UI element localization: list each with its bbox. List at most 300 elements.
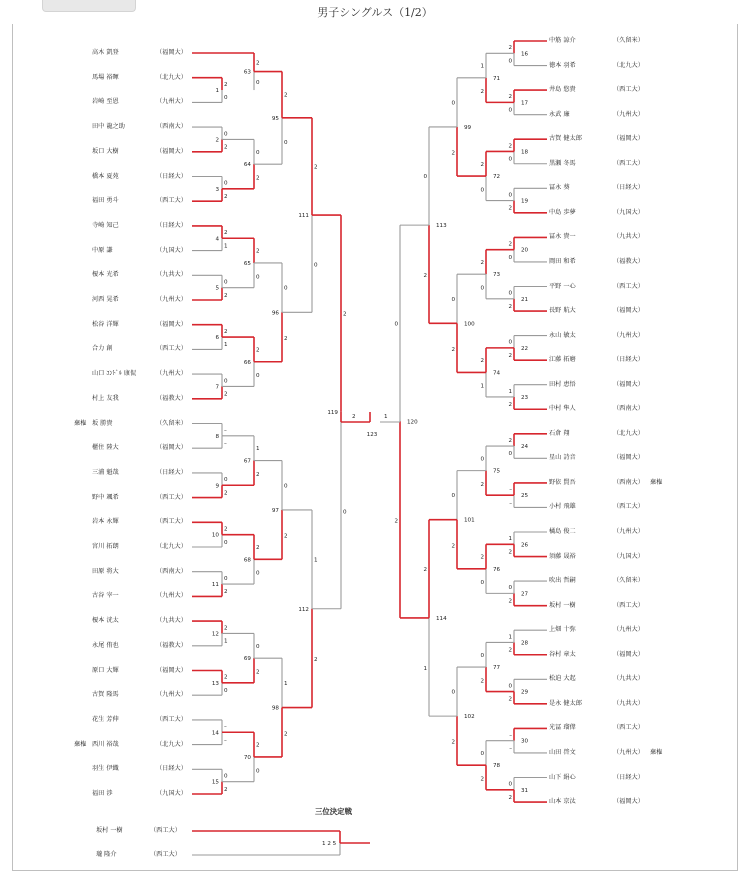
- set-score: 2: [256, 669, 260, 676]
- player-team: （福教大）: [613, 257, 644, 265]
- set-score: 0: [508, 683, 512, 690]
- player-team: （西工大）: [156, 197, 187, 205]
- set-score: 2: [480, 89, 484, 96]
- player-team: （九国大）: [613, 552, 644, 560]
- player-team: （北九大）: [613, 61, 644, 69]
- set-score: 0: [224, 575, 228, 582]
- match-number: 71: [493, 75, 501, 82]
- match-number: 64: [243, 162, 251, 169]
- set-score: 1: [284, 680, 288, 687]
- player-name: 福田 渉: [92, 790, 113, 797]
- player-name: 櫃住 陸大: [92, 444, 119, 452]
- left-player-entry: [92, 74, 187, 82]
- match-number: 66: [243, 359, 251, 366]
- match-number: 9: [215, 483, 219, 490]
- right-player-entry: [549, 37, 644, 45]
- set-score: 0: [256, 274, 260, 281]
- match-number: 8: [215, 433, 219, 440]
- player-team: （西南大）: [156, 567, 187, 575]
- right-player-entry: [549, 430, 644, 438]
- match-number: 99: [464, 124, 472, 131]
- player-name: 光冨 瑠偉: [549, 724, 576, 732]
- player-name: 中島 歩夢: [549, 208, 576, 216]
- set-score: 2: [480, 678, 484, 685]
- player-team: （北九大）: [156, 73, 187, 81]
- right-player-entry: [549, 307, 644, 315]
- final-score: 2: [352, 414, 356, 420]
- player-name: 花生 芳伸: [92, 715, 119, 723]
- match-number: 12: [211, 631, 219, 638]
- right-player-entry: [549, 184, 644, 192]
- player-team: （西工大）: [613, 724, 644, 732]
- right-player-entry: [549, 381, 644, 389]
- set-score: 2: [508, 696, 512, 703]
- match-number: 29: [521, 689, 529, 696]
- player-name: 中筋 諒介: [549, 37, 576, 44]
- player-name: 橋本 夏苑: [92, 172, 119, 180]
- set-score: 0: [224, 773, 228, 780]
- player-team: （日経大）: [613, 356, 644, 364]
- player-name: 冨永 貴一: [549, 233, 576, 241]
- match-number: 100: [464, 321, 475, 328]
- match-number: 97: [271, 507, 279, 514]
- set-score: 0: [508, 192, 512, 199]
- player-name: 榎本 光希: [92, 271, 119, 279]
- player-name: 西川 裕哉: [92, 740, 119, 748]
- player-name: 岩本 永輝: [92, 518, 119, 526]
- match-number: 77: [493, 665, 501, 672]
- match-number: 76: [493, 566, 501, 573]
- match-number: 13: [211, 680, 219, 687]
- player-name: 中原 謙: [92, 246, 113, 254]
- player-team: （西工大）: [150, 827, 181, 834]
- player-name: 山田 啓文: [549, 748, 576, 756]
- right-player-entry: [549, 405, 644, 413]
- player-name: 岩崎 至恩: [92, 98, 119, 106]
- left-player-entry: [92, 790, 187, 798]
- set-score: 2: [224, 81, 228, 88]
- match-number: 67: [243, 458, 251, 465]
- set-score: 2: [224, 589, 228, 596]
- player-name: 馬場 裕暉: [92, 73, 119, 81]
- player-team: （福岡大）: [156, 147, 187, 155]
- player-name: 石倉 翔: [549, 429, 570, 437]
- player-name: 坂 勝貴: [92, 419, 113, 427]
- set-score: 2: [423, 566, 427, 573]
- set-score: 0: [508, 290, 512, 297]
- set-score: 0: [480, 285, 484, 292]
- set-score: 2: [451, 346, 455, 353]
- player-team: （九州大）: [613, 626, 644, 634]
- set-score: 1: [314, 557, 318, 564]
- player-name: 山口 ｺﾝﾄﾞﾙ 康侃: [92, 370, 137, 378]
- match-number: 26: [521, 542, 529, 549]
- player-team: （久留米）: [613, 577, 644, 585]
- left-player-entry: [92, 345, 187, 353]
- set-score: 2: [508, 45, 512, 52]
- match-number: 98: [271, 705, 279, 712]
- player-name: 坂村 一樹: [549, 601, 576, 609]
- set-score: 0: [451, 689, 455, 696]
- right-player-entry: [549, 577, 644, 585]
- set-score: 0: [284, 285, 288, 292]
- set-score: 1: [508, 536, 512, 543]
- match-number: 70: [243, 754, 251, 761]
- player-name: 原口 大輝: [92, 666, 119, 674]
- player-team: （九国大）: [156, 246, 187, 254]
- player-team: （西南大）: [156, 123, 187, 131]
- withdrawal-note: 棄権: [74, 740, 87, 748]
- player-team: （北九大）: [613, 429, 644, 437]
- right-player-entry: [549, 798, 644, 806]
- player-name: 中村 隼人: [549, 405, 576, 413]
- match-number: 72: [493, 174, 501, 181]
- match-number: 111: [298, 213, 309, 220]
- match-number: 6: [215, 335, 219, 342]
- third-place-player: [96, 827, 181, 835]
- right-player-entry: [549, 258, 644, 266]
- player-name: 野依 賢吾: [549, 478, 576, 486]
- player-name: 坂口 大樹: [92, 147, 119, 155]
- set-score: 2: [343, 311, 347, 318]
- set-score: 0: [508, 585, 512, 592]
- set-score: 0: [508, 156, 512, 163]
- right-player-entry: [549, 503, 644, 511]
- set-score: 1: [423, 666, 427, 673]
- player-name: 合力 創: [92, 345, 113, 353]
- player-team: （九共大）: [613, 699, 644, 707]
- match-number: 19: [521, 198, 529, 205]
- player-name: 高木 凱登: [92, 49, 119, 56]
- player-team: （福岡大）: [156, 444, 187, 452]
- set-score: 0: [508, 58, 512, 65]
- set-score: 2: [224, 526, 228, 533]
- player-team: （日経大）: [613, 773, 644, 781]
- player-name: 古賀 隆馬: [92, 691, 119, 699]
- player-name: 榎本 洸太: [92, 617, 119, 625]
- set-score: –: [509, 500, 512, 507]
- left-player-entry: [92, 370, 187, 378]
- left-player-entry: [92, 518, 187, 526]
- left-player-entry: [92, 494, 187, 502]
- right-player-entry: [549, 86, 644, 94]
- set-score: 1: [480, 383, 484, 390]
- third-place-score: 1 2 5: [322, 841, 337, 847]
- player-name: 橘島 俊二: [549, 528, 576, 535]
- match-number: 23: [521, 394, 529, 401]
- left-player-entry: [92, 197, 187, 205]
- set-score: 0: [284, 139, 288, 146]
- set-score: 2: [224, 786, 228, 793]
- left-player-entry: [92, 592, 187, 600]
- right-player-entry: [549, 528, 644, 536]
- right-player-entry: [549, 356, 644, 364]
- player-team: （九州大）: [156, 98, 187, 106]
- player-team: （福教大）: [156, 641, 187, 649]
- left-player-entry: [92, 469, 187, 477]
- set-score: 2: [256, 248, 260, 255]
- right-player-entry: [549, 111, 644, 119]
- set-score: 2: [224, 625, 228, 632]
- set-score: 0: [480, 750, 484, 757]
- set-score: 0: [224, 539, 228, 546]
- right-player-entry: [549, 774, 644, 782]
- set-score: 2: [508, 647, 512, 654]
- player-team: （西工大）: [613, 503, 644, 511]
- player-team: （九共大）: [613, 675, 644, 683]
- right-player-entry: [549, 332, 644, 340]
- set-score: 2: [284, 533, 288, 540]
- set-score: 2: [256, 742, 260, 749]
- set-score: 2: [508, 205, 512, 212]
- set-score: 0: [508, 339, 512, 346]
- set-score: 0: [394, 321, 398, 328]
- left-player-entry: [92, 321, 187, 329]
- player-team: （西工大）: [613, 282, 644, 290]
- player-team: （久留米）: [613, 37, 644, 44]
- player-team: （福岡大）: [613, 135, 644, 143]
- set-score: 2: [423, 273, 427, 280]
- match-number: 24: [521, 444, 529, 451]
- set-score: 2: [256, 175, 260, 182]
- player-name: 田村 恵悟: [549, 380, 576, 388]
- set-score: 2: [508, 94, 512, 101]
- player-name: 三浦 魁哉: [92, 468, 119, 476]
- player-team: （福岡大）: [613, 798, 644, 806]
- left-player-entry: [92, 395, 187, 403]
- set-score: 0: [508, 451, 512, 458]
- set-score: 2: [224, 194, 228, 201]
- match-number: 30: [521, 738, 529, 745]
- match-number: 120: [407, 419, 418, 426]
- player-name: 山下 絹心: [549, 773, 576, 781]
- left-player-entry: [92, 642, 187, 650]
- set-score: 2: [224, 292, 228, 299]
- match-number: 28: [521, 640, 529, 647]
- player-name: 平野 一心: [549, 282, 576, 290]
- player-team: （福岡大）: [613, 307, 644, 315]
- set-score: 0: [480, 580, 484, 587]
- match-number: 112: [298, 606, 309, 613]
- left-player-entry: [92, 247, 187, 255]
- set-score: 0: [480, 187, 484, 194]
- player-team: （九州大）: [613, 528, 644, 535]
- match-number: 22: [521, 345, 529, 352]
- player-name: 福田 勇斗: [92, 197, 119, 205]
- match-number: 4: [215, 236, 219, 243]
- set-score: 2: [508, 143, 512, 150]
- player-name: 黒瀬 冬馬: [549, 159, 576, 167]
- set-score: 2: [224, 230, 228, 237]
- match-number: 96: [271, 310, 279, 317]
- set-score: 1: [508, 634, 512, 641]
- player-team: （九共大）: [156, 617, 187, 625]
- match-number: 101: [464, 517, 475, 524]
- player-name: 吹出 哲嗣: [549, 577, 576, 585]
- left-player-entry: [92, 667, 187, 675]
- player-name: 江藤 拓磨: [549, 356, 576, 364]
- match-number: 1: [215, 88, 219, 95]
- set-score: 1: [224, 342, 228, 349]
- player-team: （九州大）: [613, 110, 644, 118]
- withdrawal-note: 棄権: [650, 478, 663, 486]
- match-number: 73: [493, 272, 501, 279]
- right-player-entry: [549, 675, 644, 683]
- set-score: 2: [224, 391, 228, 398]
- match-number: 95: [271, 115, 279, 122]
- set-score: 2: [508, 303, 512, 310]
- page-title: 男子シングルス（1/2）: [317, 6, 433, 19]
- match-number: 75: [493, 468, 501, 475]
- left-player-entry: [92, 741, 187, 749]
- player-team: （福岡大）: [156, 49, 187, 56]
- set-score: 2: [508, 402, 512, 409]
- set-score: 0: [508, 107, 512, 114]
- set-score: 0: [451, 493, 455, 500]
- player-name: 徳本 羽希: [549, 61, 576, 69]
- left-player-entry: [92, 765, 187, 773]
- player-team: （日経大）: [156, 221, 187, 229]
- player-team: （福岡大）: [156, 320, 187, 328]
- player-name: 岡田 和希: [549, 257, 576, 265]
- set-score: 0: [451, 100, 455, 107]
- right-player-entry: [549, 454, 644, 462]
- player-team: （西工大）: [613, 601, 644, 609]
- set-score: 1: [480, 63, 484, 70]
- set-score: 0: [224, 378, 228, 385]
- set-score: 2: [224, 490, 228, 497]
- match-number: 65: [243, 260, 251, 267]
- set-score: 2: [314, 657, 318, 664]
- right-player-entry: [549, 700, 644, 708]
- player-name: 山本 京汰: [549, 798, 576, 806]
- player-team: （福岡大）: [613, 650, 644, 658]
- set-score: –: [224, 737, 227, 744]
- left-player-entry: [92, 123, 187, 131]
- player-name: 上畑 十弥: [549, 626, 576, 634]
- player-team: （北九大）: [156, 740, 187, 748]
- match-number: 27: [521, 591, 529, 598]
- set-score: 0: [508, 781, 512, 788]
- match-number: 16: [521, 51, 529, 58]
- set-score: 0: [224, 477, 228, 484]
- player-team: （西工大）: [156, 493, 187, 501]
- set-score: 0: [256, 149, 260, 156]
- withdrawal-note: 棄権: [74, 419, 87, 427]
- right-player-entry: [549, 62, 644, 70]
- player-team: （西工大）: [156, 345, 187, 353]
- set-score: 2: [508, 549, 512, 556]
- set-score: 2: [508, 353, 512, 360]
- set-score: –: [224, 724, 227, 731]
- final-score: 1: [384, 414, 388, 420]
- left-player-entry: [92, 691, 187, 699]
- match-number: 14: [211, 730, 219, 737]
- player-name: 谷村 章太: [549, 650, 576, 658]
- set-score: 2: [451, 543, 455, 550]
- right-player-entry: [549, 233, 644, 241]
- set-score: 2: [284, 92, 288, 99]
- player-name: 須藤 晟裕: [549, 552, 576, 560]
- set-score: 0: [480, 652, 484, 659]
- set-score: 2: [480, 481, 484, 488]
- match-number: 123: [366, 432, 378, 438]
- player-name: 古谷 宰一: [92, 592, 119, 600]
- set-score: 0: [224, 95, 228, 102]
- set-score: 1: [508, 388, 512, 395]
- right-player-entry: [549, 651, 644, 659]
- match-number: 18: [521, 149, 529, 156]
- left-player-entry: [92, 568, 187, 576]
- right-player-entry: [549, 135, 644, 143]
- match-number: 102: [464, 714, 475, 721]
- left-player-entry: [92, 173, 187, 181]
- set-score: 2: [508, 241, 512, 248]
- player-name: 古賀 健太郎: [549, 135, 582, 143]
- set-score: 0: [256, 768, 260, 775]
- set-score: 0: [224, 688, 228, 695]
- player-name: 坂村 一樹: [96, 827, 123, 834]
- match-number: 3: [215, 186, 219, 193]
- match-number: 21: [521, 296, 529, 303]
- player-team: （九州大）: [613, 748, 644, 756]
- left-player-entry: [92, 98, 187, 106]
- set-score: –: [509, 745, 512, 752]
- player-team: （久留米）: [156, 419, 187, 427]
- player-team: （九州大）: [613, 331, 644, 339]
- player-team: （北九大）: [156, 543, 187, 550]
- right-player-entry: [549, 160, 644, 168]
- set-score: –: [224, 441, 227, 448]
- match-number: 113: [436, 223, 447, 230]
- set-score: 2: [451, 150, 455, 157]
- player-name: 松谷 洋輝: [92, 320, 119, 328]
- set-score: –: [509, 732, 512, 739]
- set-score: 0: [224, 279, 228, 286]
- set-score: 1: [256, 446, 260, 453]
- match-number: 20: [521, 247, 529, 254]
- third-place-title: 三位決定戦: [315, 807, 352, 816]
- set-score: 2: [508, 598, 512, 605]
- set-score: 2: [314, 164, 318, 171]
- player-team: （福岡大）: [613, 454, 644, 462]
- player-team: （九国大）: [613, 208, 644, 216]
- set-score: 0: [451, 296, 455, 303]
- player-team: （日経大）: [156, 468, 187, 476]
- player-name: 冨永 葵: [549, 184, 570, 192]
- match-number: 10: [211, 532, 219, 539]
- set-score: 0: [256, 79, 260, 86]
- set-score: 2: [480, 554, 484, 561]
- player-team: （九共大）: [156, 271, 187, 279]
- player-name: 野中 颯希: [92, 493, 119, 501]
- set-score: 2: [224, 144, 228, 151]
- set-score: 0: [256, 643, 260, 650]
- left-player-entry: [92, 716, 187, 724]
- player-name: 河西 晃希: [92, 296, 119, 303]
- player-name: 瓏 隆介: [96, 851, 117, 858]
- player-team: （西工大）: [156, 715, 187, 723]
- set-score: 1: [224, 243, 228, 250]
- left-player-entry: [92, 296, 187, 304]
- player-team: （福岡大）: [613, 380, 644, 388]
- player-team: （日経大）: [156, 172, 187, 180]
- player-name: 永山 敏太: [549, 331, 576, 339]
- right-player-entry: [549, 209, 644, 217]
- match-number: 2: [215, 137, 219, 144]
- left-player-entry: [92, 222, 187, 230]
- player-team: （西工大）: [613, 159, 644, 167]
